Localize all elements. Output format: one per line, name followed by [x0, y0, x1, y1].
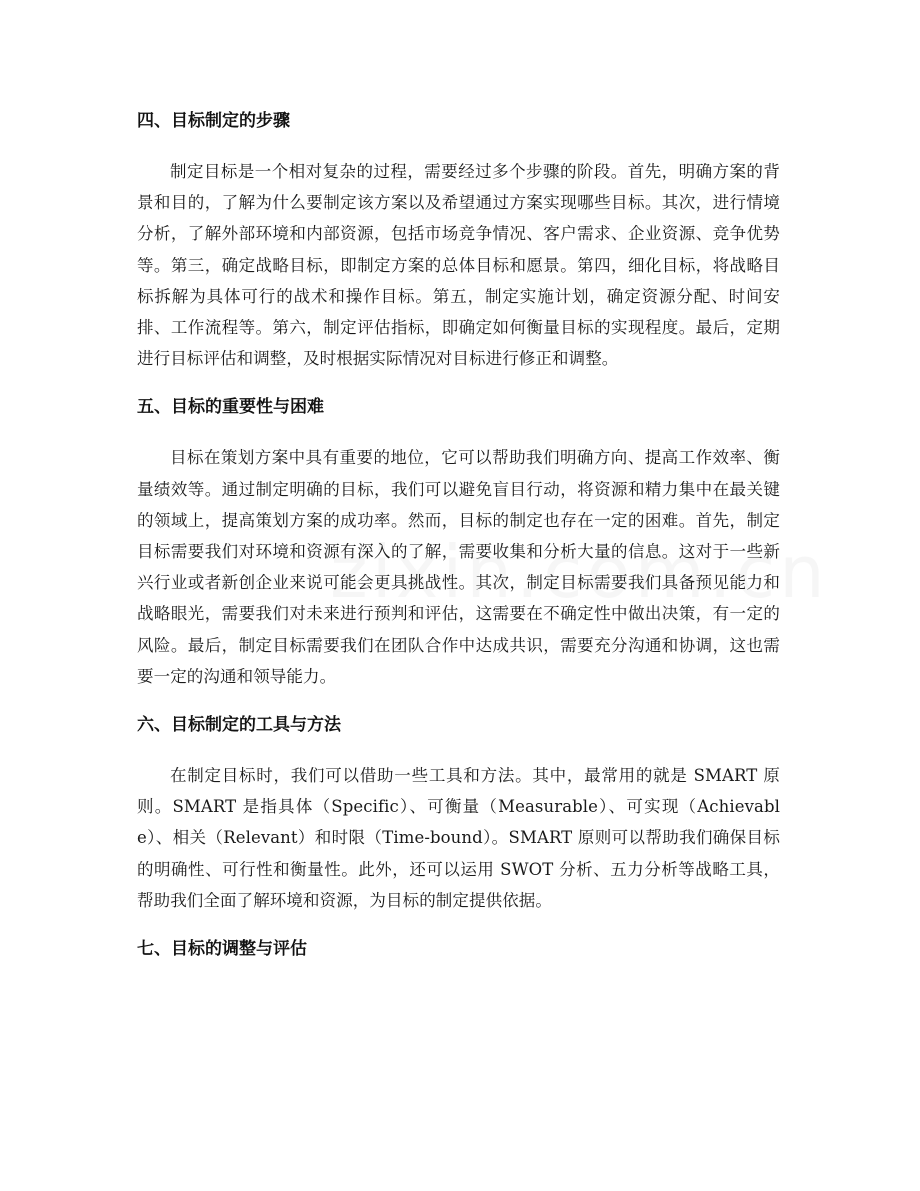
section-5 — [137, 390, 780, 692]
section-heading: 四、目标制定的步骤 — [137, 111, 290, 131]
section-7 — [137, 932, 780, 966]
section-heading: 五、目标的重要性与困难 — [137, 397, 324, 418]
section-paragraph: 目标在策划方案中具有重要的地位，它可以帮助我们明确方向、提高工作效率、衡量绩效等。通过制定明确的目标，我们可以避免盲目行动，将资源和精力集中在最关键的领域上，提高策划方案的成功率。然而，目标的制定也存在一定的困难。首先，制定目标需要我们对环境和资源有深入的了解，需要收集和分析大量的信息。这对于一些新兴行业或者新创企业来说可能会更具挑战性。其次，制定目标需要我们具备预见能力和战略眼光，需要我们对未来进行预判和评估，这需要在不确定性中做出决策，有一定的风险。最后，制定目标需要我们在团队合作中达成共识，需要充分沟通和协调，这也需要一定的沟通和领导能力。 — [137, 448, 780, 686]
section-6 — [137, 708, 780, 916]
section-paragraph: 在制定目标时，我们可以借助一些工具和方法。其中，最常用的就是 SMART 原则。SMART 是指具体（Specific）、可衡量（Measurable）、可实现（Achievable）、相关（Relevant）和时限（Time-bound）。SMART 原则可以帮助我们确保目标的明确性、可行性和衡量性。此外，还可以运用 SWOT 分析、五力分析等战略工具，帮助我们全面了解环境和资源，为目标的制定提供依据。 — [137, 766, 780, 910]
section-paragraph: 制定目标是一个相对复杂的过程，需要经过多个步骤的阶段。首先，明确方案的背景和目的，了解为什么要制定该方案以及希望通过方案实现哪些目标。其次，进行情境分析，了解外部环境和内部资源，包括市场竞争情况、客户需求、企业资源、竞争优势等。第三，确定战略目标，即制定方案的总体目标和愿景。第四，细化目标，将战略目标拆解为具体可行的战术和操作目标。第五，制定实施计划，确定资源分配、时间安排、工作流程等。第六，制定评估指标，即确定如何衡量目标的实现程度。最后，定期进行目标评估和调整，及时根据实际情况对目标进行修正和调整。 — [137, 162, 780, 369]
document-body — [137, 104, 780, 966]
section-heading: 六、目标制定的工具与方法 — [137, 715, 341, 736]
section-heading: 七、目标的调整与评估 — [137, 939, 307, 960]
section-4 — [137, 104, 780, 374]
